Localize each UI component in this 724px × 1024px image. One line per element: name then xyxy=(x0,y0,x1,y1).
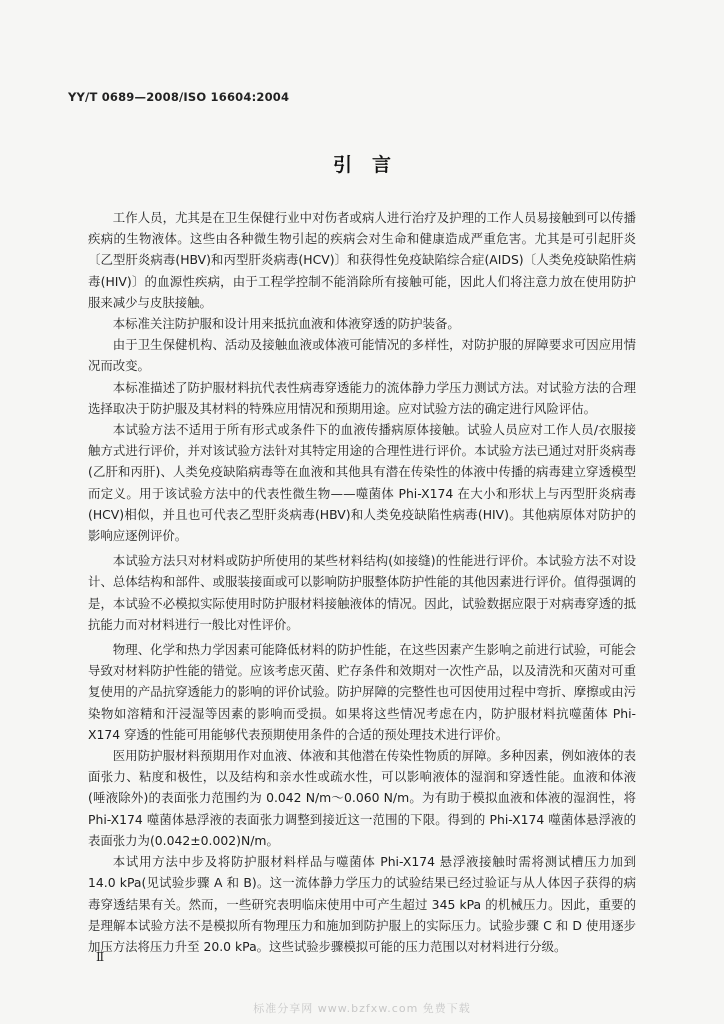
standard-code-header: YY/T 0689—2008/ISO 16604:2004 xyxy=(68,90,290,104)
paragraph-6: 本试验方法只对材料或防护所使用的某些材料结构(如接缝)的性能进行评价。本试验方法不对设计、总体结构和部件、或服装接面或可以影响防护服整体防护性能的其他因素进行评价。值得强调的是，本试验不必模拟实际使用时防护服材料接触液体的情况。因此，试验数据应限于对病毒穿透的抵抗能力而对材料进行一般比对性评价。 xyxy=(88,553,636,632)
paragraph-5: 本试验方法不适用于所有形式或条件下的血液传播病原体接触。试验人员应对工作人员/衣服接触方式进行评价，并对该试验方法针对其特定用途的合理性进行评价。本试验方法已通过对肝炎病毒(乙肝和丙肝)、人类免疫缺陷病毒等在血液和其他具有潜在传染性的体液中传播的病毒建立穿透模型而定义。用于该试验方法中的代表性微生物——噬菌体 Phi-X174 在大小和形状上与丙型肝炎病毒(HCV)相似，并且也可代表乙型肝炎病毒(HBV)和人类免疫缺陷性病毒(HIV)。其他病原体对防护的影响应逐例评价。 xyxy=(88,422,636,544)
paragraph-9: 本试用方法中步及将防护服材料样品与噬菌体 Phi-X174 悬浮液接触时需将测试槽压力加到 14.0 kPa(见试验步骤 A 和 B)。这一流体静力学压力的试验结果已经过验证与从人体因子获得的病毒穿透结果有关。然而，一些研究表明临床使用中可产生超过 345 kPa 的机械压力。因此，重要的是理解本试验方法不是模拟所有物理压力和施加到防护服上的实际压力。试验步骤 C 和 D 使用逐步加压方法将压力升至 20.0 kPa。这些试验步骤模拟可能的压力范围以对材料进行分级。 xyxy=(88,854,636,954)
watermark-text: 标准分享网 www.bzfxw.com 免费下载 xyxy=(253,1002,471,1015)
document-body xyxy=(88,207,636,957)
page-number: Ⅱ xyxy=(96,950,105,964)
paragraph-4: 本标准描述了防护服材料抗代表性病毒穿透能力的流体静力学压力测试方法。对试验方法的合理选择取决于防护服及其材料的特殊应用情况和预期用途。应对试验方法的确定进行风险评估。 xyxy=(88,379,636,416)
paragraph-2: 本标准关注防护服和设计用来抵抗血液和体液穿透的防护装备。 xyxy=(112,316,460,332)
page-title: 引言 xyxy=(332,154,411,176)
paragraph-3: 由于卫生保健机构、活动及接触血液或体液可能情况的多样性，对防护服的屏障要求可因应用情况而改变。 xyxy=(88,337,636,374)
paragraph-8: 医用防护服材料预期用作对血液、体液和其他潜在传染性物质的屏障。多种因素，例如液体的表面张力、粘度和极性，以及结构和亲水性或疏水性，可以影响液体的湿润和穿透性能。血液和体液(唾液除外)的表面张力范围约为 0.042 N/m～0.060 N/m。为有助于模拟血液和体液的湿润性，将 Phi-X174 噬菌体悬浮液的表面张力调整到接近这一范围的下限。得到的 Phi-X174 噬菌体悬浮液的表面张力为(0.042±0.002)N/m。 xyxy=(88,748,636,848)
paragraph-1: 工作人员，尤其是在卫生保健行业中对伤者或病人进行治疗及护理的工作人员易接触到可以传播疾病的生物液体。这些由各种微生物引起的疾病会对生命和健康造成严重危害。尤其是可引起肝炎〔乙型肝炎病毒(HBV)和丙型肝炎病毒(HCV)〕和获得性免疫缺陷综合症(AIDS)〔人类免疫缺陷性病毒(HIV)〕的血源性疾病，由于工程学控制不能消除所有接触可能，因此人们将注意力放在使用防护服来减少与皮肤接触。 xyxy=(88,210,636,310)
paragraph-7: 物理、化学和热力学因素可能降低材料的防护性能，在这些因素产生影响之前进行试验，可能会导致对材料防护性能的错觉。应该考虑灭菌、贮存条件和效期对一次性产品，以及清洗和灭菌对可重复使用的产品抗穿透能力的影响的评价试验。防护屏障的完整性也可因使用过程中弯折、摩擦或由污染物如溶精和汗浸湿等因素的影响而受损。如果将这些情况考虑在内，防护服材料抗噬菌体 Phi-X174 穿透的性能可用能够代表预期使用条件的合适的预处理技术进行评价。 xyxy=(88,642,636,742)
